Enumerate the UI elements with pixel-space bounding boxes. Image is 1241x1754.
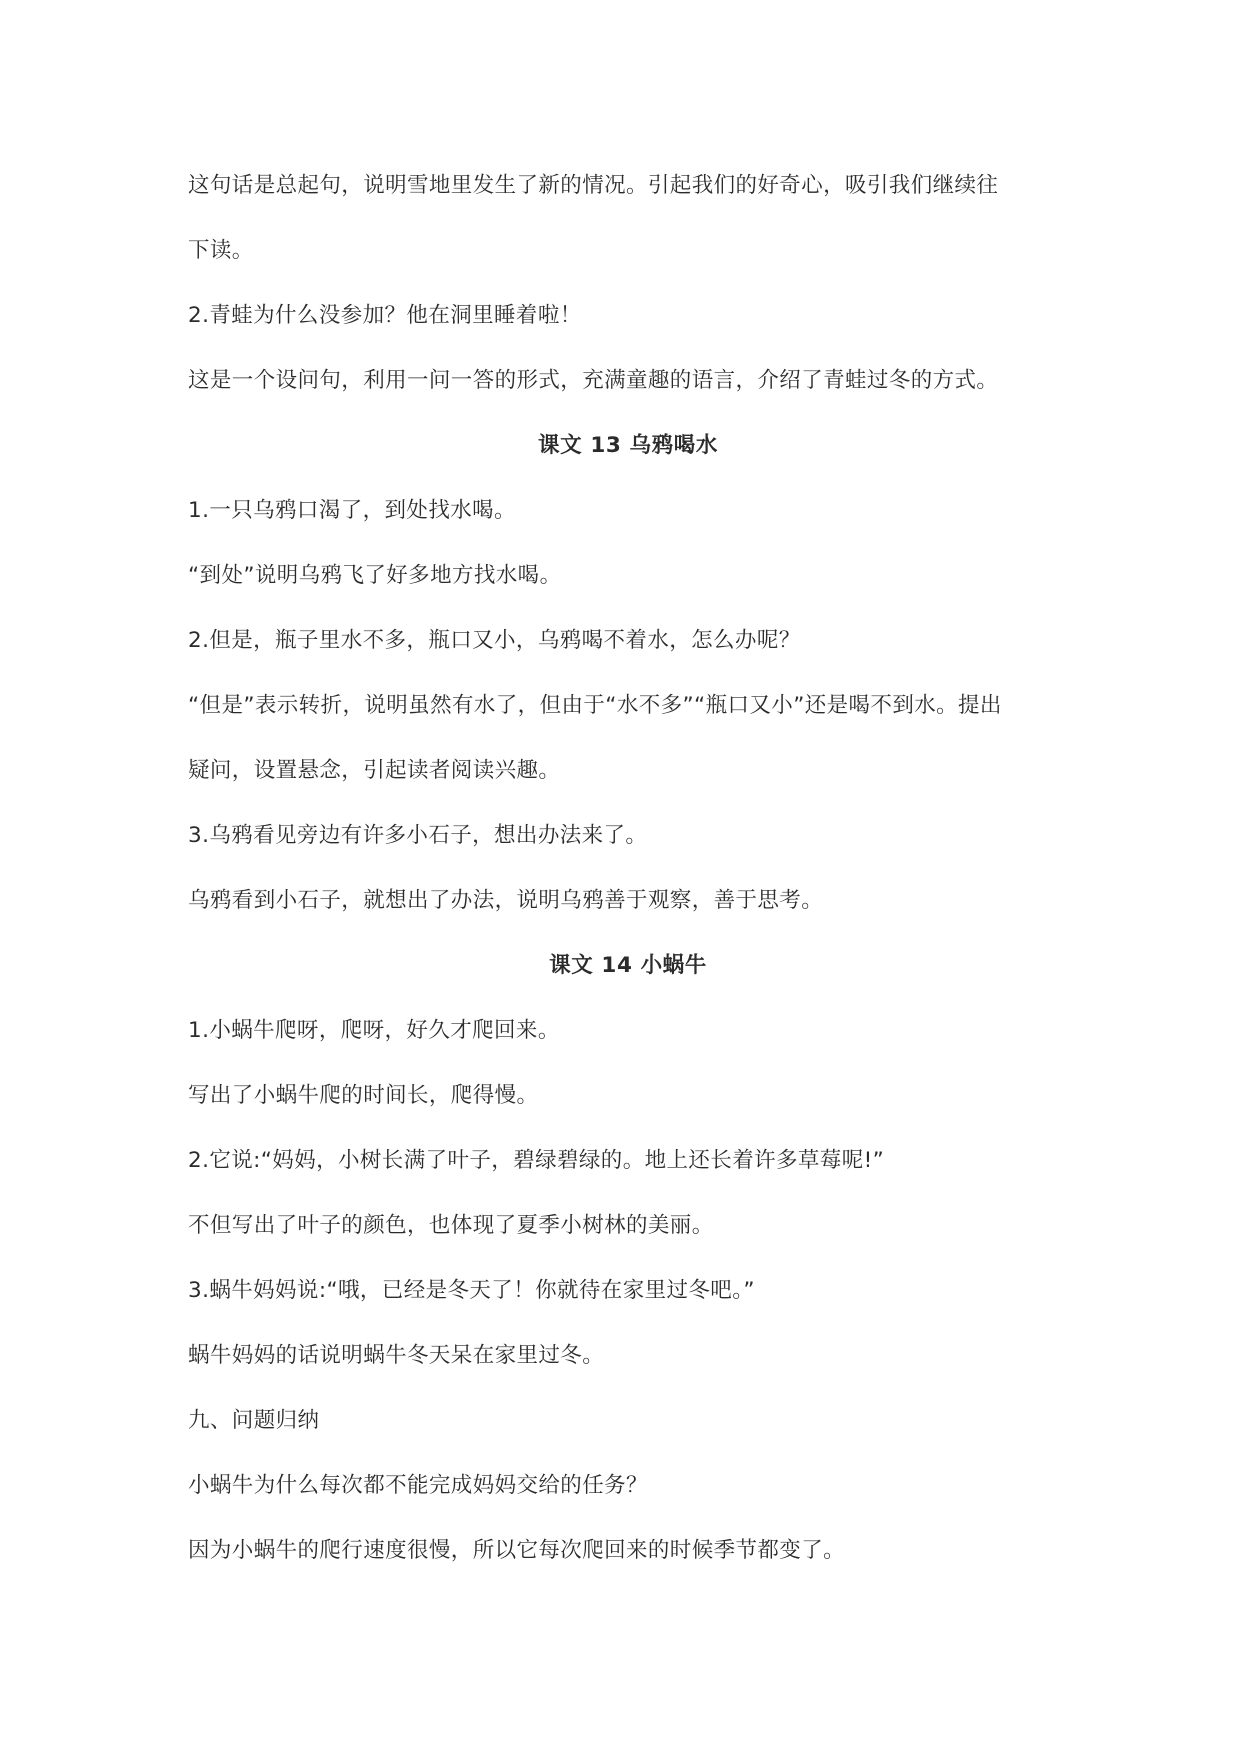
paragraph-line: “但是”表示转折，说明虽然有水了，但由于“水不多”“瓶口又小”还是喝不到水。提出 bbox=[188, 693, 1002, 718]
question-line: 3.蜗牛妈妈说:“哦，已经是冬天了！你就待在家里过冬吧。” bbox=[188, 1278, 755, 1303]
lesson-heading: 课文 14 小蜗牛 bbox=[549, 953, 707, 978]
paragraph-line: 这是一个设问句，利用一问一答的形式，充满童趣的语言，介绍了青蛙过冬的方式。 bbox=[188, 368, 999, 393]
paragraph-line: 不但写出了叶子的颜色，也体现了夏季小树林的美丽。 bbox=[188, 1213, 714, 1238]
question-line: 小蜗牛为什么每次都不能完成妈妈交给的任务？ bbox=[188, 1473, 648, 1498]
paragraph-line: “到处”说明乌鸦飞了好多地方找水喝。 bbox=[188, 563, 562, 588]
lesson-heading: 课文 13 乌鸦喝水 bbox=[538, 433, 718, 458]
paragraph-line: 因为小蜗牛的爬行速度很慢，所以它每次爬回来的时候季节都变了。 bbox=[188, 1538, 846, 1563]
paragraph-line: 疑问，设置悬念，引起读者阅读兴趣。 bbox=[188, 758, 561, 783]
paragraph-line: 乌鸦看到小石子，就想出了办法，说明乌鸦善于观察，善于思考。 bbox=[188, 888, 824, 913]
question-line: 1.一只乌鸦口渴了，到处找水喝。 bbox=[188, 498, 516, 523]
question-line: 2.但是，瓶子里水不多，瓶口又小，乌鸦喝不着水，怎么办呢？ bbox=[188, 628, 801, 653]
paragraph-line: 这句话是总起句，说明雪地里发生了新的情况。引起我们的好奇心，吸引我们继续往 bbox=[188, 173, 999, 198]
paragraph-line: 下读。 bbox=[188, 238, 254, 263]
question-line: 2.它说:“妈妈，小树长满了叶子，碧绿碧绿的。地上还长着许多草莓呢!” bbox=[188, 1148, 885, 1173]
paragraph-line: 写出了小蜗牛爬的时间长，爬得慢。 bbox=[188, 1083, 539, 1108]
question-line: 1.小蜗牛爬呀，爬呀，好久才爬回来。 bbox=[188, 1018, 560, 1043]
section-heading: 九、问题归纳 bbox=[188, 1408, 320, 1433]
question-line: 3.乌鸦看见旁边有许多小石子，想出办法来了。 bbox=[188, 823, 648, 848]
document-page bbox=[188, 0, 1068, 1754]
paragraph-line: 蜗牛妈妈的话说明蜗牛冬天呆在家里过冬。 bbox=[188, 1343, 605, 1368]
question-line: 2.青蛙为什么没参加？他在洞里睡着啦！ bbox=[188, 303, 582, 328]
